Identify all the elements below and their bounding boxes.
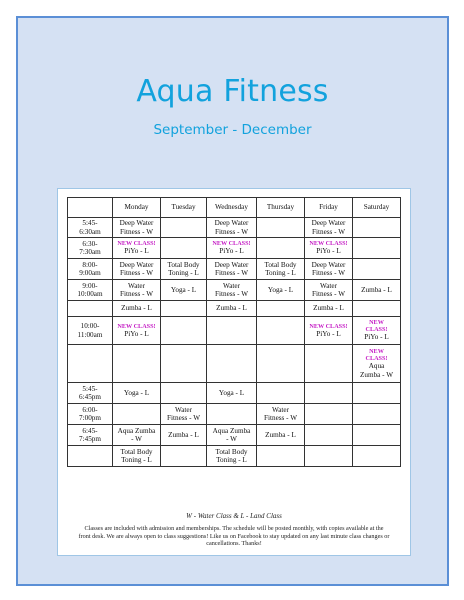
class-cell	[113, 317, 161, 345]
new-class-badge: NEW CLASS!	[309, 322, 348, 330]
class-cell	[353, 404, 401, 425]
class-cell	[113, 218, 161, 238]
class-name: PiYo - L	[124, 247, 149, 256]
class-cell	[207, 218, 257, 238]
time-cell	[68, 446, 113, 467]
class-name: PiYo - L	[124, 329, 149, 338]
day-header: Friday	[305, 198, 353, 218]
new-class-badge: NEW CLASS!	[212, 240, 251, 248]
class-name: Water Fitness - W	[263, 405, 297, 422]
class-cell	[353, 301, 401, 317]
class-name: Deep Water Fitness - W	[214, 260, 249, 277]
class-name: Total Body Toning - L	[264, 260, 297, 277]
class-cell	[207, 317, 257, 345]
class-name: Deep Water Fitness - W	[311, 260, 346, 277]
time-cell: 6:30- 7:30am	[68, 238, 113, 259]
footnote: Classes are included with admission and memberships. The schedule will be posted monthly, with copies available at the front desk. We are always open to class suggestions! Like us on Facebook to stay updated on any last minute class changes or cancellations. Thanks!	[78, 525, 390, 548]
class-cell	[257, 238, 305, 259]
class-cell	[113, 345, 161, 383]
class-cell	[353, 317, 401, 345]
schedule-row	[68, 238, 401, 259]
schedule-row	[68, 301, 401, 317]
class-name: Zumba - L	[361, 285, 392, 294]
class-name: PiYo - L	[364, 333, 389, 342]
day-header: Thursday	[257, 198, 305, 218]
time-cell: 9:00- 10:00am	[68, 280, 113, 301]
class-name: Total Body Toning - L	[167, 260, 200, 277]
day-header: Tuesday	[161, 198, 207, 218]
class-cell	[113, 425, 161, 446]
time-cell	[68, 301, 113, 317]
class-cell	[207, 280, 257, 301]
new-class-badge: NEW CLASS!	[309, 240, 348, 248]
schedule-row	[68, 218, 401, 238]
class-cell	[305, 259, 353, 280]
class-cell	[305, 301, 353, 317]
class-name: Deep Water Fitness - W	[119, 260, 154, 277]
class-cell	[305, 446, 353, 467]
schedule-row	[68, 425, 401, 446]
class-cell	[207, 446, 257, 467]
class-name: Water Fitness - W	[311, 281, 345, 298]
class-cell	[353, 425, 401, 446]
time-cell: 8:00- 9:00am	[68, 259, 113, 280]
class-cell	[353, 345, 401, 383]
class-name: Water Fitness - W	[119, 281, 153, 298]
new-class-badge: NEW CLASS!	[117, 240, 156, 248]
class-name: Total Body Toning - L	[120, 447, 153, 464]
class-cell	[305, 218, 353, 238]
schedule-row	[68, 317, 401, 345]
day-header: Saturday	[353, 198, 401, 218]
class-cell	[207, 301, 257, 317]
class-cell	[305, 383, 353, 404]
new-class-badge: NEW CLASS!	[365, 348, 388, 363]
class-name: Aqua Zumba - W	[212, 426, 251, 443]
class-cell	[113, 280, 161, 301]
class-cell	[257, 383, 305, 404]
class-name: Yoga - L	[170, 285, 197, 294]
class-cell	[113, 404, 161, 425]
class-cell	[161, 446, 207, 467]
day-header: Wednesday	[207, 198, 257, 218]
class-name: Yoga - L	[267, 285, 294, 294]
class-name: Aqua Zumba - W	[360, 362, 393, 379]
class-cell	[113, 446, 161, 467]
class-cell	[353, 383, 401, 404]
class-name: PiYo - L	[316, 247, 341, 256]
class-name: Zumba - L	[121, 304, 152, 313]
class-cell	[207, 345, 257, 383]
class-name: Zumba - L	[265, 430, 296, 439]
legend: W - Water Class & L - Land Class	[186, 512, 282, 520]
class-name: Water Fitness - W	[214, 281, 248, 298]
class-name: Zumba - L	[168, 430, 199, 439]
day-header: Monday	[113, 198, 161, 218]
new-class-badge: NEW CLASS!	[117, 322, 156, 330]
class-cell	[161, 404, 207, 425]
schedule-row	[68, 446, 401, 467]
class-cell	[257, 218, 305, 238]
class-name: Deep Water Fitness - W	[214, 219, 249, 236]
class-cell	[161, 383, 207, 404]
class-cell	[161, 218, 207, 238]
class-cell	[257, 301, 305, 317]
class-cell	[353, 259, 401, 280]
class-name: Total Body Toning - L	[215, 447, 248, 464]
class-name: Yoga - L	[218, 388, 245, 397]
time-cell	[68, 345, 113, 383]
class-name: Deep Water Fitness - W	[119, 219, 154, 236]
class-cell	[305, 238, 353, 259]
class-cell	[161, 425, 207, 446]
new-class-badge: NEW CLASS!	[365, 319, 388, 334]
class-cell	[161, 259, 207, 280]
page-subtitle: September - December	[153, 122, 312, 138]
class-cell	[113, 383, 161, 404]
class-cell	[207, 238, 257, 259]
class-cell	[161, 301, 207, 317]
class-cell	[305, 345, 353, 383]
class-cell	[305, 404, 353, 425]
schedule-row	[68, 404, 401, 425]
page-frame	[16, 16, 449, 586]
class-cell	[207, 259, 257, 280]
class-cell	[161, 238, 207, 259]
class-cell	[257, 425, 305, 446]
class-cell	[353, 238, 401, 259]
class-cell	[113, 238, 161, 259]
class-cell	[305, 280, 353, 301]
class-cell	[257, 404, 305, 425]
class-name: Water Fitness - W	[166, 405, 200, 422]
page-title: Aqua Fitness	[136, 74, 329, 109]
class-cell	[257, 259, 305, 280]
class-cell	[207, 383, 257, 404]
class-cell	[305, 425, 353, 446]
class-name: Zumba - L	[216, 304, 247, 313]
schedule-row	[68, 345, 401, 383]
schedule-row	[68, 280, 401, 301]
header-row	[68, 198, 401, 218]
schedule-sheet	[57, 188, 411, 556]
class-cell	[305, 317, 353, 345]
class-name: Aqua Zumba - W	[117, 426, 156, 443]
class-cell	[353, 446, 401, 467]
schedule-row	[68, 383, 401, 404]
class-name: Deep Water Fitness - W	[311, 219, 346, 236]
time-cell: 5:45- 6:45pm	[68, 383, 113, 404]
schedule-table	[67, 197, 401, 467]
class-cell	[113, 301, 161, 317]
class-cell	[161, 280, 207, 301]
time-cell: 5:45- 6:30am	[68, 218, 113, 238]
class-cell	[161, 345, 207, 383]
class-name: Zumba - L	[313, 304, 344, 313]
class-cell	[207, 425, 257, 446]
class-cell	[353, 280, 401, 301]
class-name: PiYo - L	[316, 329, 341, 338]
time-cell: 6:45- 7:45pm	[68, 425, 113, 446]
class-cell	[353, 218, 401, 238]
class-cell	[161, 317, 207, 345]
header-corner	[68, 198, 113, 218]
class-name: Yoga - L	[123, 388, 150, 397]
time-cell: 6:00- 7:00pm	[68, 404, 113, 425]
class-name: PiYo - L	[219, 247, 244, 256]
schedule-body	[68, 218, 401, 467]
class-cell	[113, 259, 161, 280]
schedule-row	[68, 259, 401, 280]
class-cell	[257, 446, 305, 467]
time-cell: 10:00- 11:00am	[68, 317, 113, 345]
class-cell	[257, 345, 305, 383]
class-cell	[257, 317, 305, 345]
class-cell	[257, 280, 305, 301]
class-cell	[207, 404, 257, 425]
